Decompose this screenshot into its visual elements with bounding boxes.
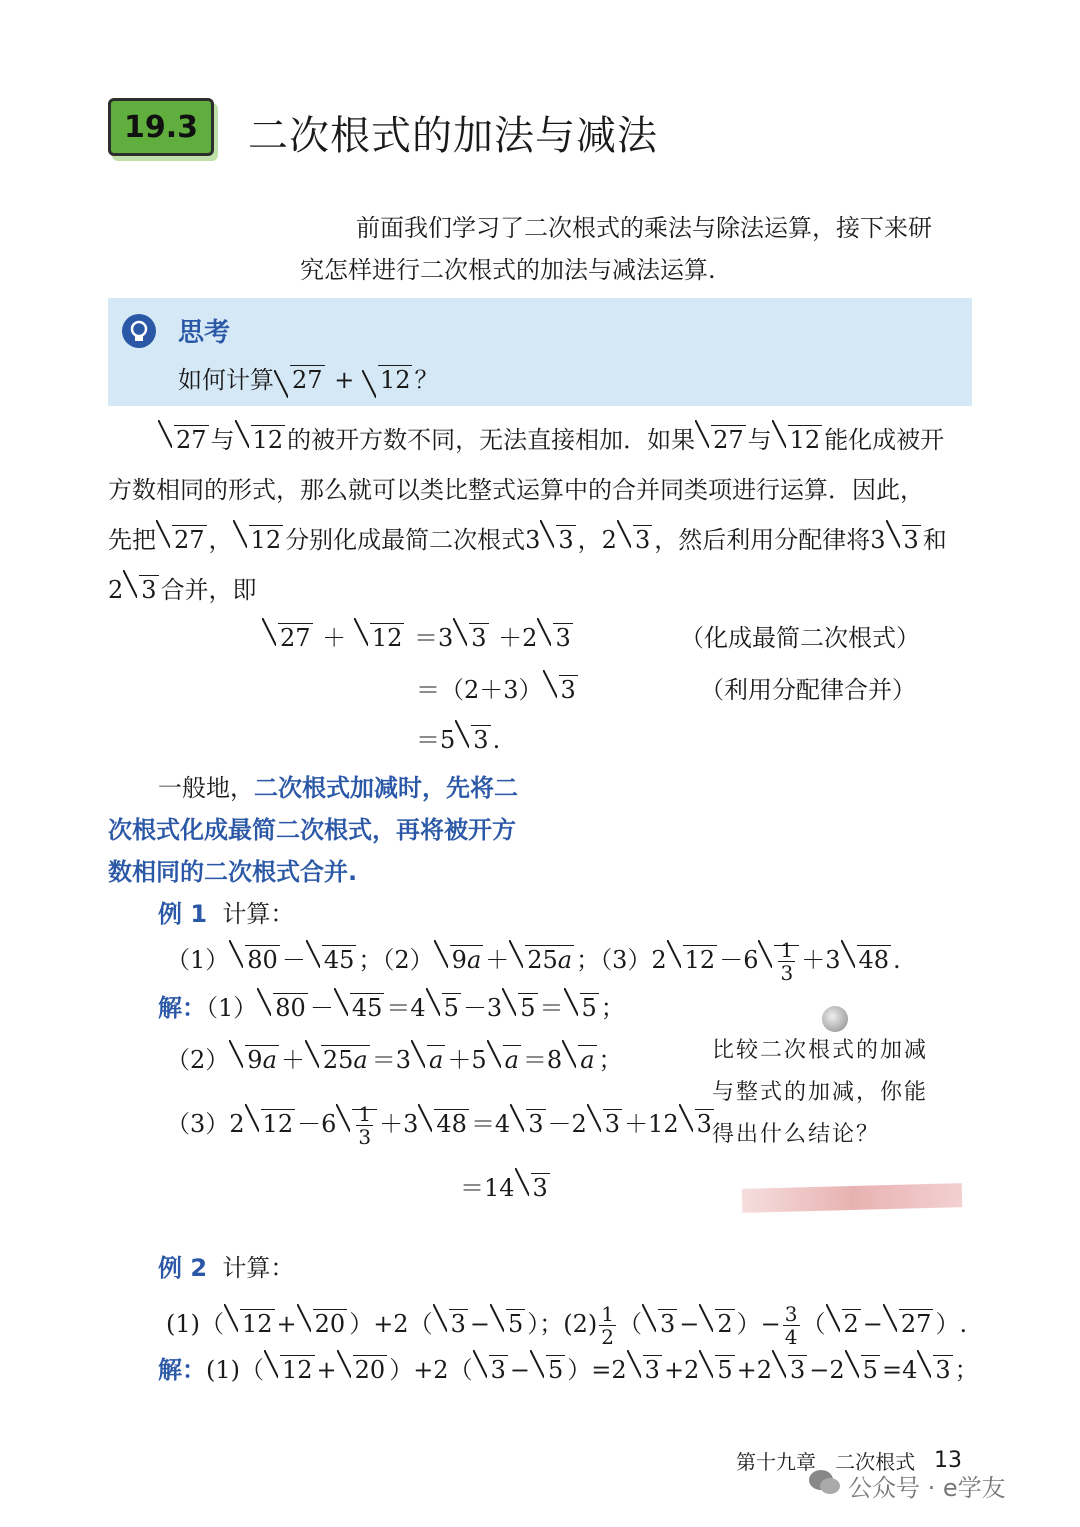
example-1-heading: 例 1 计算： [158, 900, 295, 928]
explain-line-3: 先把 27 ， 12 分别化成最简二次根式3 3 ，2 3 ，然后利用分配律将3 3 和 [108, 516, 947, 564]
derivation-note-1: （化成最简二次根式） [680, 624, 920, 652]
side-note [712, 1030, 960, 1200]
section-number-badge: 19.3 [108, 98, 214, 156]
explain-line-2: 方数相同的形式，那么就可以类比整式运算中的合并同类项进行运算．因此， [108, 476, 924, 504]
example-1-solution-3-result: ＝14 3 [460, 1164, 552, 1212]
derivation-note-2: （利用分配律合并） [700, 676, 916, 704]
derivation-step-1: 27 ＋ 12 ＝3 3 ＋2 3 [262, 614, 575, 662]
side-note-line-2: 与整式的加减，你能 [712, 1080, 929, 1105]
intro-line-1: 前面我们学习了二次根式的乘法与除法运算，接下来研 [356, 214, 932, 242]
example-1-problems: （1） 80 － 45 ；（2） 9a ＋ 25a ；（3）2 12 －6 $\frac{1}{3}$ ＋3 48 . [166, 938, 901, 985]
derivation-step-2: ＝（2＋3） 3 [416, 666, 580, 714]
think-title: 思考 [178, 318, 231, 348]
explain-line-1: 27 与 12 的被开方数不同，无法直接相加．如果 27 与 12 能化成被开 [158, 416, 944, 464]
watermark: 公众号 · e学友 [848, 1474, 1006, 1502]
footer-chapter: 第十九章 二次根式 [736, 1450, 916, 1474]
side-note-line-3: 得出什么结论？ [712, 1122, 881, 1147]
example-2-problems: (1)（ 12 + 20 ）+2（ 3 − 5 ）；(2) $\frac{1}{2}$ （ 3 − 2 ）− $\frac{3}{4}$ （ 2 − 27 ）. [166, 1302, 968, 1349]
intro-line-2: 究怎样进行二次根式的加法与减法运算. [300, 256, 716, 284]
side-note-line-1: 比较二次根式的加减 [712, 1038, 929, 1063]
example-2-solution-1: 解：(1)（ 12 + 20 ）+2（ 3 − 5 ）=2 3 +2 5 +2 3 −2 5 =4 3 ； [158, 1346, 979, 1394]
lightbulb-icon [122, 314, 156, 348]
rule-line-2: 次根式化成最简二次根式，再将被开方 [108, 816, 516, 844]
decorative-tape [742, 1183, 963, 1213]
wechat-icon [808, 1468, 842, 1502]
page-number: 13 [934, 1448, 962, 1473]
example-1-solution-2: （2） 9a ＋ 25a ＝3 a ＋5 a ＝8 a ； [166, 1036, 623, 1084]
explain-line-4: 2 3 合并，即 [108, 566, 257, 614]
section-title: 二次根式的加法与减法 [248, 113, 658, 159]
rule-line-1: 一般地，二次根式加减时，先将二 [158, 774, 518, 802]
pushpin-icon [822, 1006, 848, 1032]
rule-line-3: 数相同的二次根式合并. [108, 858, 358, 886]
example-2-heading: 例 2 计算： [158, 1254, 295, 1282]
example-1-solution-3: （3）2 12 －6 $\frac{1}{3}$ ＋3 48 ＝4 3 －2 3 ＋12 3 [166, 1102, 712, 1149]
example-1-solution-1: 解：（1） 80 － 45 ＝4 5 －3 5 ＝ 5 ； [158, 984, 625, 1032]
derivation-step-3: ＝5 3 . [416, 716, 500, 764]
think-question: 如何计算 27 + 12 ？ [178, 366, 439, 394]
